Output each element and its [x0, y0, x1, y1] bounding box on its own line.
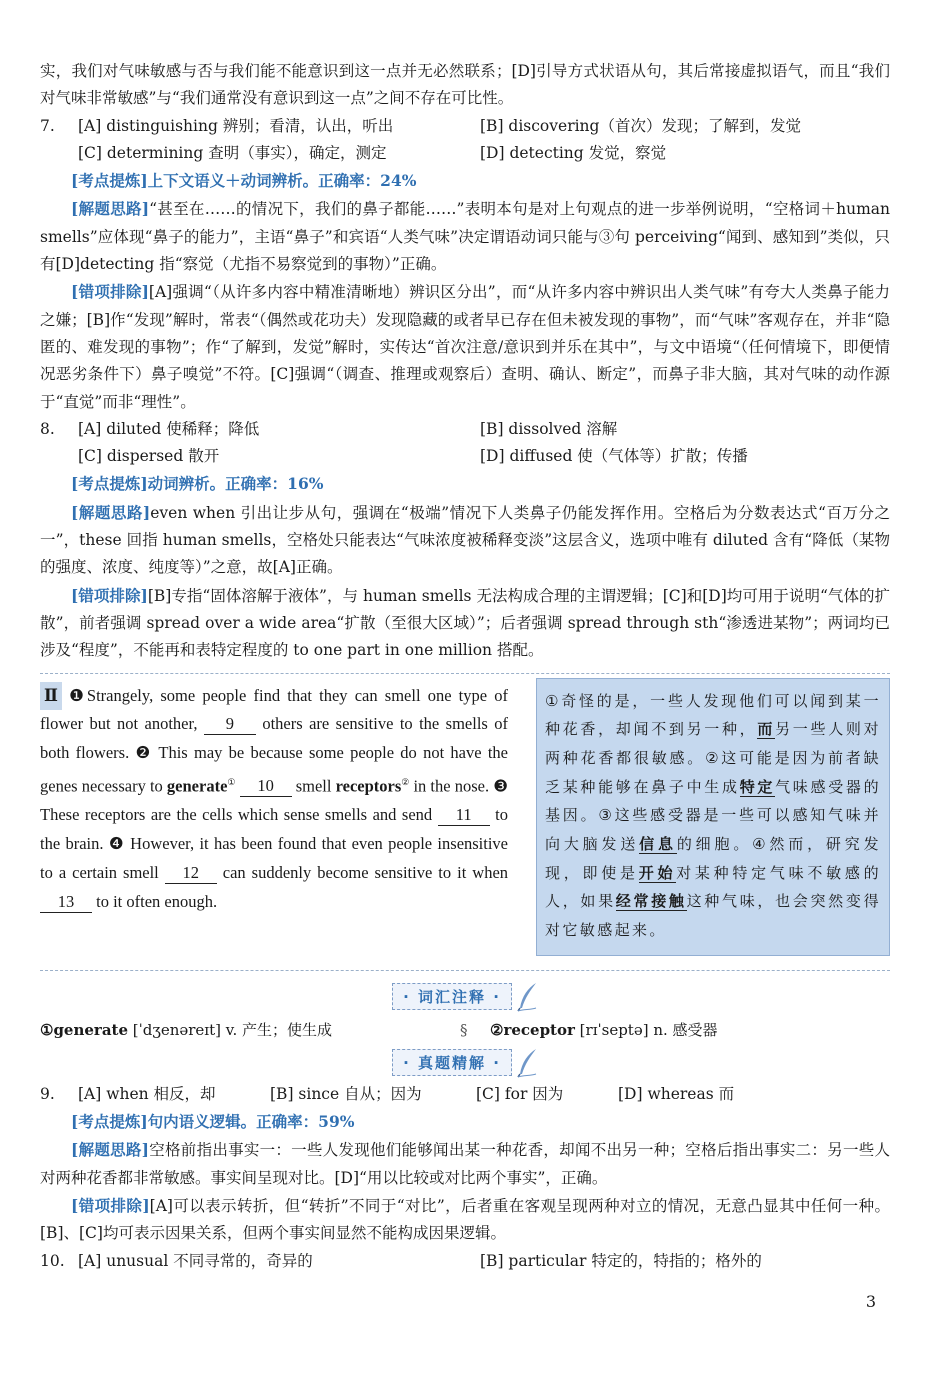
q10-option-b: [B] particular 特定的，特指的；格外的: [480, 1251, 762, 1270]
q7-point: [40, 167, 890, 195]
wrong-label: [错项排除]: [71, 585, 148, 605]
section-divider: [40, 970, 890, 971]
q8-point: [40, 470, 890, 498]
q10-option-a: [A] unusual 不同寻常的，奇异的: [78, 1251, 313, 1270]
q8-option-b: [B] dissolved 溶解: [480, 419, 618, 438]
sentence-2c: in the nose.: [413, 776, 490, 796]
q8-idea: [40, 499, 890, 582]
blank-9[interactable]: 9: [204, 714, 256, 735]
section-mark: §: [460, 1020, 468, 1039]
keyword-generate: generate: [166, 776, 228, 796]
point-text: 上下文语义＋动词辨析。正确率：24%: [147, 171, 417, 191]
chinese-translation-box: [536, 678, 890, 956]
q8-row-1: [40, 416, 890, 443]
point-text: 动词辨析。正确率：16%: [147, 474, 324, 494]
page-number: 3: [865, 1292, 876, 1311]
sentence-3a: ❸ These receptors are the cells which sense smells and send: [40, 776, 509, 825]
translation-key: 信息: [639, 835, 677, 854]
translation-key: 开始: [638, 863, 677, 882]
q9-option-a: [A] when 相反，却: [78, 1084, 216, 1103]
idea-label: [解题思路]: [71, 502, 151, 522]
q8-option-a: [A] diluted 使稀释；降低: [78, 419, 260, 438]
q7-row-1: [40, 113, 890, 140]
q8-wrong: [40, 582, 890, 665]
vocab-row: [40, 1015, 890, 1045]
q7-number: 7.: [40, 116, 55, 135]
sentence-4c: to it often enough.: [96, 891, 218, 911]
keyword-receptors: receptors: [335, 776, 402, 796]
translation-part: 气味感受器的基因。③这些感受器是一些可以感知气味并向大脑发送: [545, 777, 881, 854]
continuation-text: 实，我们对气味敏感与否与我们能不能意识到这一点并无必然联系；[D]引导方式状语从句，其后常接虚拟语气，而且“我们对气味非常敏感”与“我们通常没有意识到这一点”之间不存在可比性。: [40, 62, 890, 108]
sentence-1a: ❶Strangely, some people find that they can smell one type of flower but not another,: [40, 685, 508, 734]
wrong-label: [错项排除]: [71, 282, 149, 302]
section-roman-numeral: Ⅱ: [40, 682, 62, 711]
translation-key: 经常接触: [615, 892, 687, 911]
q7-option-a: [A] distinguishing 辨别；看清，认出，听出: [78, 116, 394, 135]
translation-part: ①奇怪的是，一些人发现他们可以闻到某一种花香，却闻不到另一种，: [545, 691, 881, 739]
q9-option-c: [C] for 因为: [476, 1084, 564, 1103]
point-text: 句内语义逻辑。正确率：59%: [147, 1112, 355, 1132]
point-label: [考点提炼]: [71, 474, 148, 494]
q10-row: [40, 1248, 890, 1275]
q7-row-2: [40, 140, 890, 167]
sentence-2b: smell: [295, 776, 332, 796]
q7-option-c: [C] determining 查明（事实），确定，测定: [78, 143, 387, 162]
wrong-text: [A]强调“（从许多内容中精准清晰地）辨识区分出”，而“从许多内容中辨识出人类气味”有夸大人类鼻子能力之嫌；[B]作“发现”解时，常表“（偶然或花功夫）发现隐藏的或者早已存在但未被发现的事物”，而“气味”客观存在，并非“隐匿的、难发现的事物”；作“了解到，发觉”解时，实传达“首次注意/意识到并乐在其中”，与文中语境“（任何情境下，即便情况恶劣条件下）鼻子嗅觉”不符。[C]强调“（调查、推理或观察后）查明、确认、断定”，而鼻子非大脑，其对气味的动作源于“直觉”而非“理性”。: [40, 283, 890, 411]
practice-title: · 真题精解 ·: [392, 1049, 512, 1076]
q9-number: 9.: [40, 1084, 55, 1103]
q7-option-d: [D] detecting 发觉，察觉: [480, 143, 667, 162]
section-divider: [40, 673, 890, 674]
practice-heading: [40, 1045, 890, 1081]
q8-option-d: [D] diffused 使（气体等）扩散；传播: [480, 447, 748, 466]
footnote-1: ①: [227, 776, 236, 787]
translation-part: 另一些人则对两种花香都很敏感。②这可能是因为前者缺乏某种能够在鼻子中生成: [545, 720, 881, 796]
translation-key: 特定: [739, 777, 776, 796]
footnote-2: ②: [401, 776, 410, 787]
q10-number: 10.: [40, 1251, 65, 1270]
sentence-3b: to the brain.: [40, 805, 509, 854]
point-label: [考点提炼]: [71, 1112, 148, 1132]
page-content: [40, 58, 890, 1275]
idea-text: even when 引出让步从句，强调在“极端”情况下人类鼻子仍能发挥作用。空格后为分数表达式“百万分之一”，these 回指 human smells，空格处只能表达“气味浓度被稀释变淡”这层含义，选项中唯有 diluted 含有“降低（某物的强度、浓度、纯度等）”之意，故[A]正确。: [40, 503, 890, 577]
passage-section: [40, 682, 890, 956]
idea-label: [解题思路]: [71, 199, 150, 219]
translation-key: 而: [757, 720, 776, 739]
sentence-1b: others are sensitive to the smells of both flowers.: [40, 714, 509, 763]
blank-10[interactable]: 10: [240, 776, 292, 797]
q8-row-2: [40, 443, 890, 470]
wrong-label: [错项排除]: [71, 1196, 150, 1216]
q9-idea: [40, 1136, 890, 1192]
vocab-item-generate: ①generate [ˈdʒenəreɪt] v. 产生；使生成: [40, 1020, 332, 1039]
english-passage: [40, 682, 508, 917]
vocab-title: · 词汇注释 ·: [392, 983, 512, 1010]
idea-text: “甚至在……的情况下，我们的鼻子都能……”表明本句是对上句观点的进一步举例说明，“空格词＋human smells”应体现“鼻子的能力”，主语“鼻子”和宾语“人类气味”决定谓语动词只能与③句 perceiving“闻到、感知到”类似，只有[D]detecting 指“察觉（尤指不易察觉到的事物）”正确。: [40, 200, 890, 274]
q9-row: [40, 1081, 890, 1108]
wrong-text: [B]专指“固体溶解于液体”，与 human smells 无法构成合理的主谓逻辑；[C]和[D]均可用于说明“气体的扩散”，前者强调 spread over a wide area“扩散（至很大区域）”；后者强调 spread through sth“渗透进某物”；两词均已涉及“程度”，不能再和表特定程度的 to one part in one million 搭配。: [40, 586, 890, 660]
translation-part: 的细胞。④然而，研究发现，即使是: [545, 835, 881, 882]
q9-wrong: [40, 1192, 890, 1248]
blank-12[interactable]: 12: [165, 863, 217, 884]
wrong-text: [A]可以表示转折，但“转折”不同于“对比”，后者重在客观呈现两种对立的情况，无意凸显其中任何一种。[B]、[C]均可表示因果关系，但两个事实间显然不能构成因果逻辑。: [40, 1197, 890, 1243]
point-label: [考点提炼]: [71, 171, 148, 191]
blank-11[interactable]: 11: [438, 805, 490, 826]
q7-option-b: [B] discovering（首次）发现；了解到，发觉: [480, 116, 801, 135]
q8-option-c: [C] dispersed 散开: [78, 447, 220, 466]
q9-option-b: [B] since 自从；因为: [270, 1084, 422, 1103]
q7-idea: [40, 195, 890, 278]
vocab-item-receptor: ②receptor [rɪˈseptə] n. 感受器: [490, 1020, 718, 1039]
blank-13[interactable]: 13: [40, 892, 92, 913]
translation-part: 这种气味，也会突然变得对它敏感起来。: [545, 892, 881, 940]
idea-label: [解题思路]: [71, 1140, 149, 1160]
q9-point: [40, 1108, 890, 1136]
sentence-2a: ❷ This may be because some people do not have the genes necessary to: [40, 743, 508, 796]
vocab-heading: [40, 979, 890, 1015]
q9-option-d: [D] whereas 而: [618, 1084, 735, 1103]
q7-wrong: [40, 278, 890, 415]
idea-text: 空格前指出事实一：一些人发现他们能够闻出某一种花香，却闻不出另一种；空格后指出事实二：另一些人对两种花香都非常敏感。事实间呈现对比。[D]“用以比较或对比两个事实”，正确。: [40, 1141, 890, 1187]
quill-icon: [516, 982, 538, 1012]
q8-number: 8.: [40, 419, 55, 438]
sentence-4b: can suddenly become sensitive to it when: [222, 862, 509, 882]
sentence-4a: ❹ However, it has been found that even people insensitive to a certain smell: [40, 834, 509, 882]
translation-part: 对某种特定气味不敏感的人，如果: [545, 863, 881, 911]
quill-icon: [516, 1048, 538, 1078]
